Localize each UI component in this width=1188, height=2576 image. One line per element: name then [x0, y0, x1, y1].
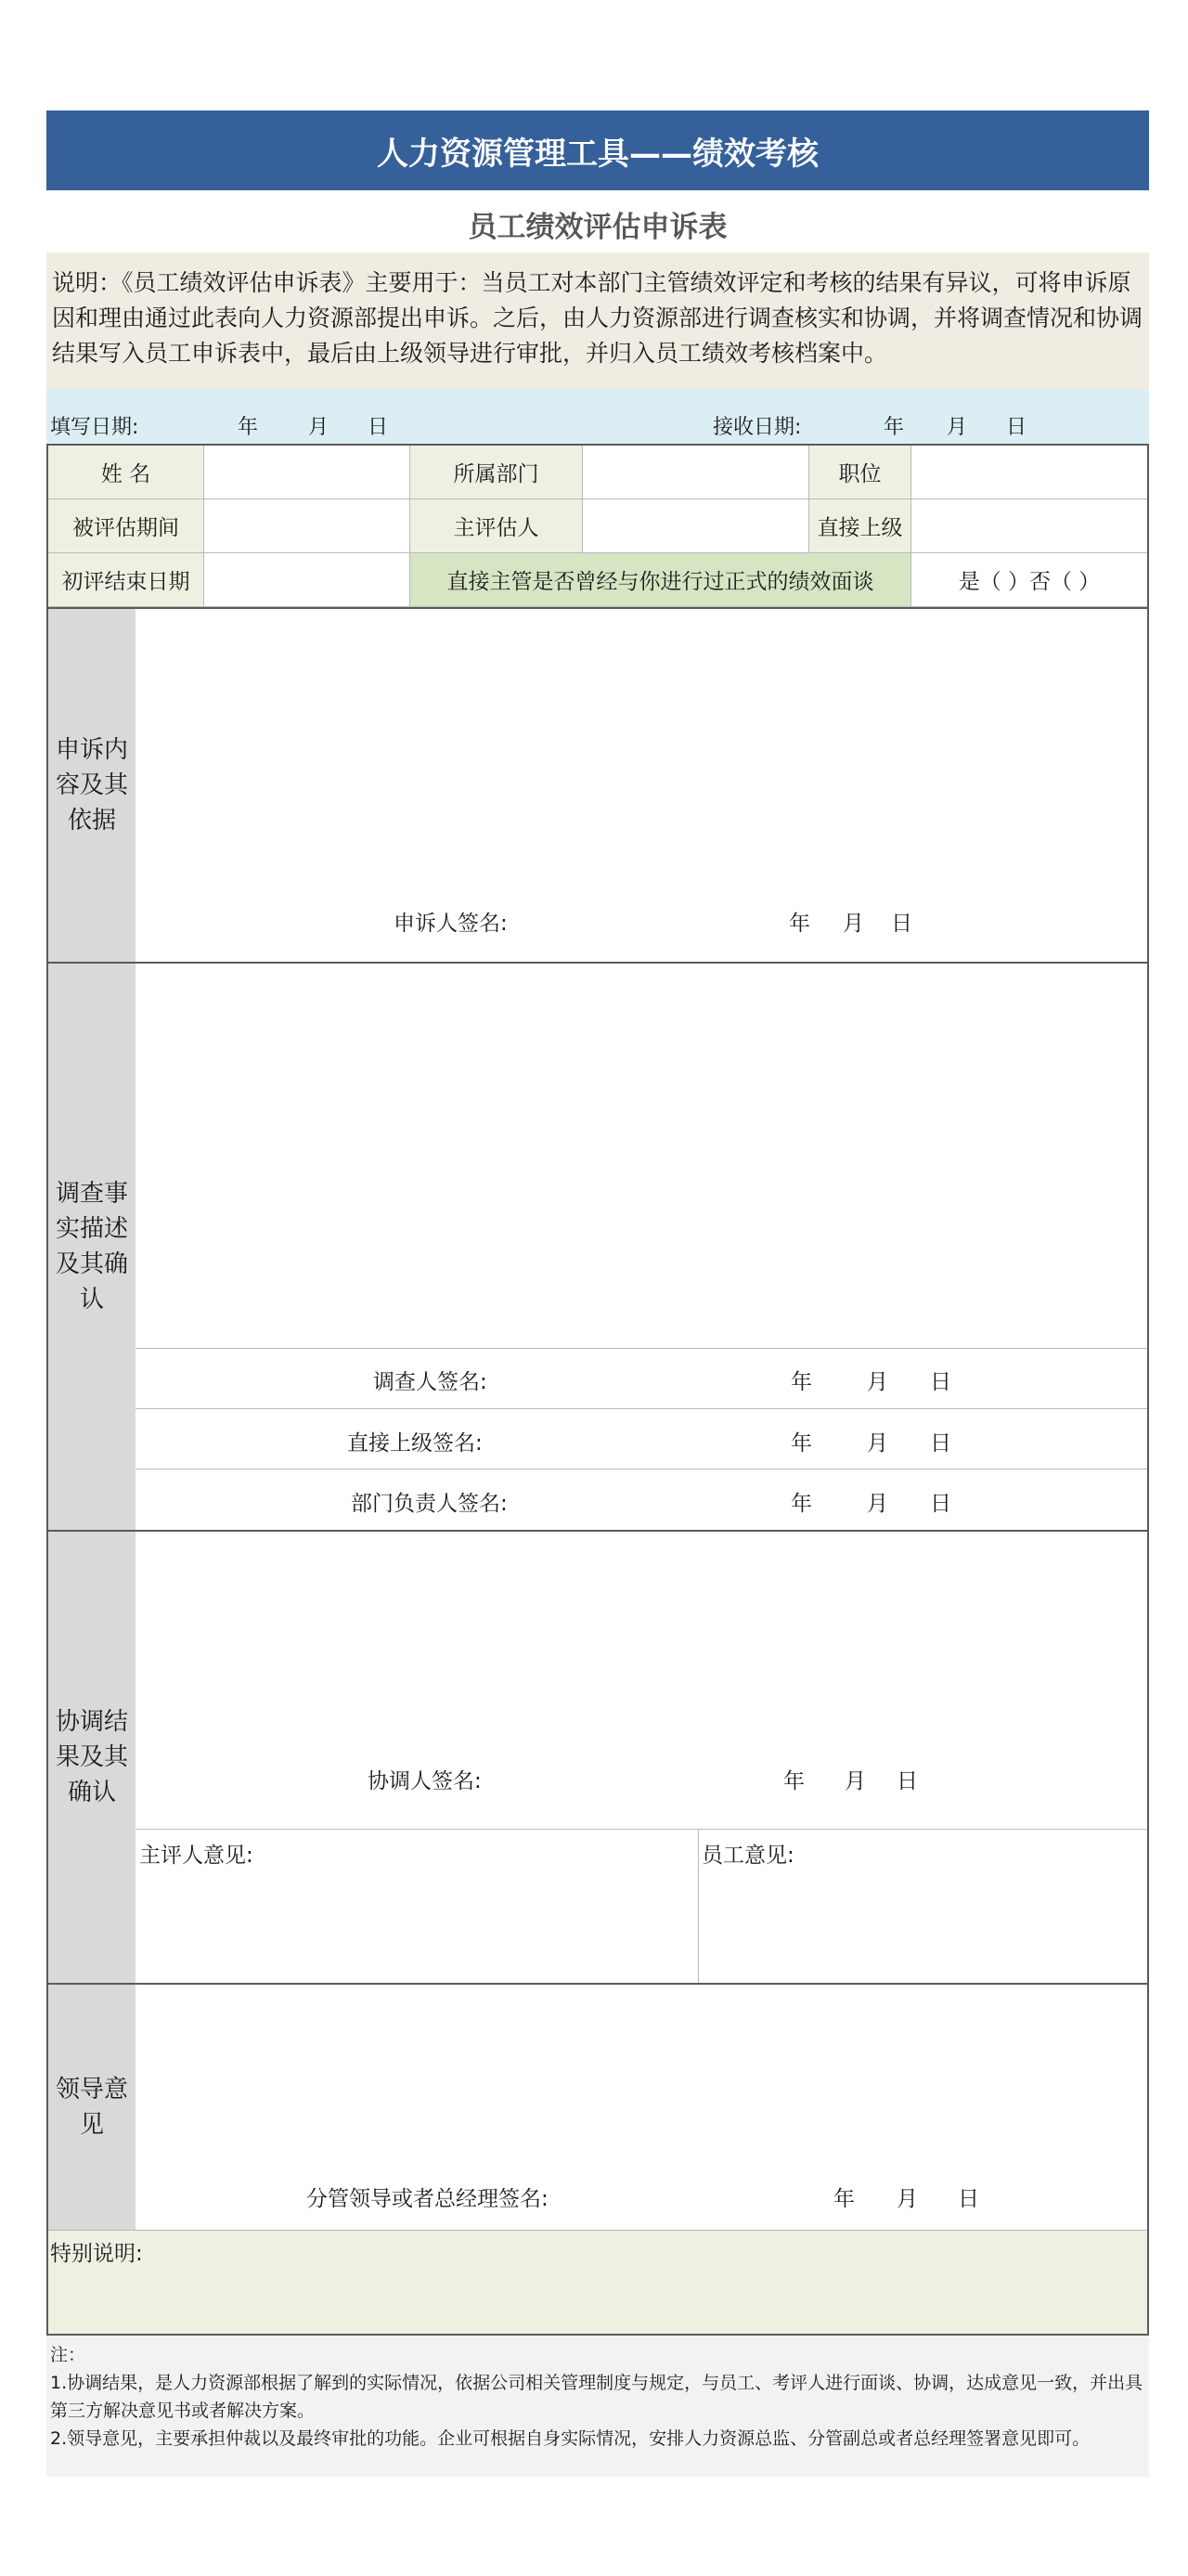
banner-title: 人力资源管理工具——绩效考核 [46, 110, 1149, 190]
direct-superior-label: 直接上级 [809, 499, 911, 553]
investigation-content-area[interactable] [136, 964, 1147, 1348]
position-field[interactable] [911, 446, 1147, 499]
period-label: 被评估期间 [48, 499, 204, 553]
leadership-signature-label: 分管领导或者总经理签名: [306, 2187, 549, 2211]
investigator-signature-label: 调查人签名: [373, 1370, 487, 1394]
yes-no-choice[interactable]: 是（ ）否（ ） [911, 553, 1147, 607]
direct-superior-field[interactable] [911, 499, 1147, 553]
investigator-day: 日 [930, 1370, 951, 1394]
evaluator-opinion-area[interactable] [136, 1866, 698, 1983]
leadership-content-area[interactable] [136, 1985, 1147, 2161]
position-label: 职位 [809, 446, 911, 499]
dept-head-signature-label: 部门负责人签名: [351, 1492, 508, 1516]
appeal-year: 年 [789, 912, 810, 936]
investigator-year: 年 [791, 1370, 812, 1394]
superior-year: 年 [791, 1431, 812, 1456]
leadership-month: 月 [897, 2187, 918, 2211]
superior-month: 月 [867, 1431, 888, 1456]
leadership-day: 日 [958, 2187, 979, 2211]
interview-question: 直接主管是否曾经与你进行过正式的绩效面谈 [410, 553, 911, 607]
description-text: 说明：《员工绩效评估申诉表》主要用于：当员工对本部门主管绩效评定和考核的结果有异议，可将申诉原因和理由通过此表向人力资源部提出申诉。之后，由人力资源部进行调查核实和协调，并将调查情况和协调结果写入员工申诉表中，最后由上级领导进行审批，并归入员工绩效考核档案中。 [46, 252, 1149, 390]
notes-heading: 注： [50, 2345, 86, 2365]
employee-opinion-area[interactable] [699, 1866, 1147, 1983]
initial-end-date-field[interactable] [204, 553, 410, 607]
special-note-area[interactable] [48, 2231, 1147, 2334]
employee-opinion-label: 员工意见: [702, 1844, 794, 1868]
dept-head-day: 日 [930, 1492, 951, 1516]
coordinator-month: 月 [845, 1769, 866, 1793]
appeal-section-label: 申诉内容及其依据 [48, 609, 136, 962]
fill-year: 年 [238, 416, 259, 439]
coordinator-day: 日 [897, 1769, 918, 1793]
receive-day: 日 [1006, 416, 1027, 439]
superior-day: 日 [930, 1431, 951, 1456]
investigation-section-label: 调查事实描述及其确认 [48, 964, 136, 1530]
special-note-label: 特别说明: [50, 2242, 143, 2266]
initial-end-date-label: 初评结束日期 [48, 553, 204, 607]
appeal-content-area[interactable] [136, 609, 1147, 869]
coordination-content-area[interactable] [136, 1532, 1147, 1745]
fill-month: 月 [308, 416, 329, 439]
date-bar [46, 390, 1149, 444]
fill-date-label: 填写日期: [50, 416, 139, 439]
leadership-section-label: 领导意见 [48, 1985, 136, 2230]
form-title: 员工绩效评估申诉表 [468, 210, 728, 244]
coordinator-signature-label: 协调人签名: [368, 1769, 482, 1793]
name-field[interactable] [204, 446, 410, 499]
evaluator-opinion-label: 主评人意见: [139, 1844, 253, 1868]
dept-head-year: 年 [791, 1492, 812, 1516]
leadership-year: 年 [833, 2187, 855, 2211]
notes-block [46, 2336, 1149, 2477]
investigator-month: 月 [867, 1370, 888, 1394]
superior-signature-label: 直接上级签名: [347, 1431, 483, 1456]
form-frame [46, 444, 1149, 2336]
appeal-month: 月 [843, 912, 864, 936]
fill-day: 日 [368, 416, 389, 439]
coordinator-year: 年 [783, 1769, 805, 1793]
appeal-signature-label: 申诉人签名: [394, 912, 508, 936]
coordination-section-label: 协调结果及其确认 [48, 1532, 136, 1983]
period-field[interactable] [204, 499, 410, 553]
main-evaluator-label: 主评估人 [410, 499, 583, 553]
name-label: 姓 名 [48, 446, 204, 499]
dept-head-month: 月 [867, 1492, 888, 1516]
receive-year: 年 [884, 416, 905, 439]
receive-date-label: 接收日期: [713, 416, 802, 439]
department-label: 所属部门 [410, 446, 583, 499]
appeal-day: 日 [891, 912, 912, 936]
main-evaluator-field[interactable] [583, 499, 809, 553]
note-item-2: 2.领导意见，主要承担仲裁以及最终审批的功能。企业可根据自身实际情况，安排人力资源总监、分管副总或者总经理签署意见即可。 [50, 2428, 1091, 2449]
receive-month: 月 [947, 416, 968, 439]
note-item-1: 1.协调结果，是人力资源部根据了解到的实际情况，依据公司相关管理制度与规定，与员工、考评人进行面谈、协调，达成意见一致，并出具第三方解决意见书或者解决方案。 [50, 2373, 1143, 2421]
department-field[interactable] [583, 446, 809, 499]
